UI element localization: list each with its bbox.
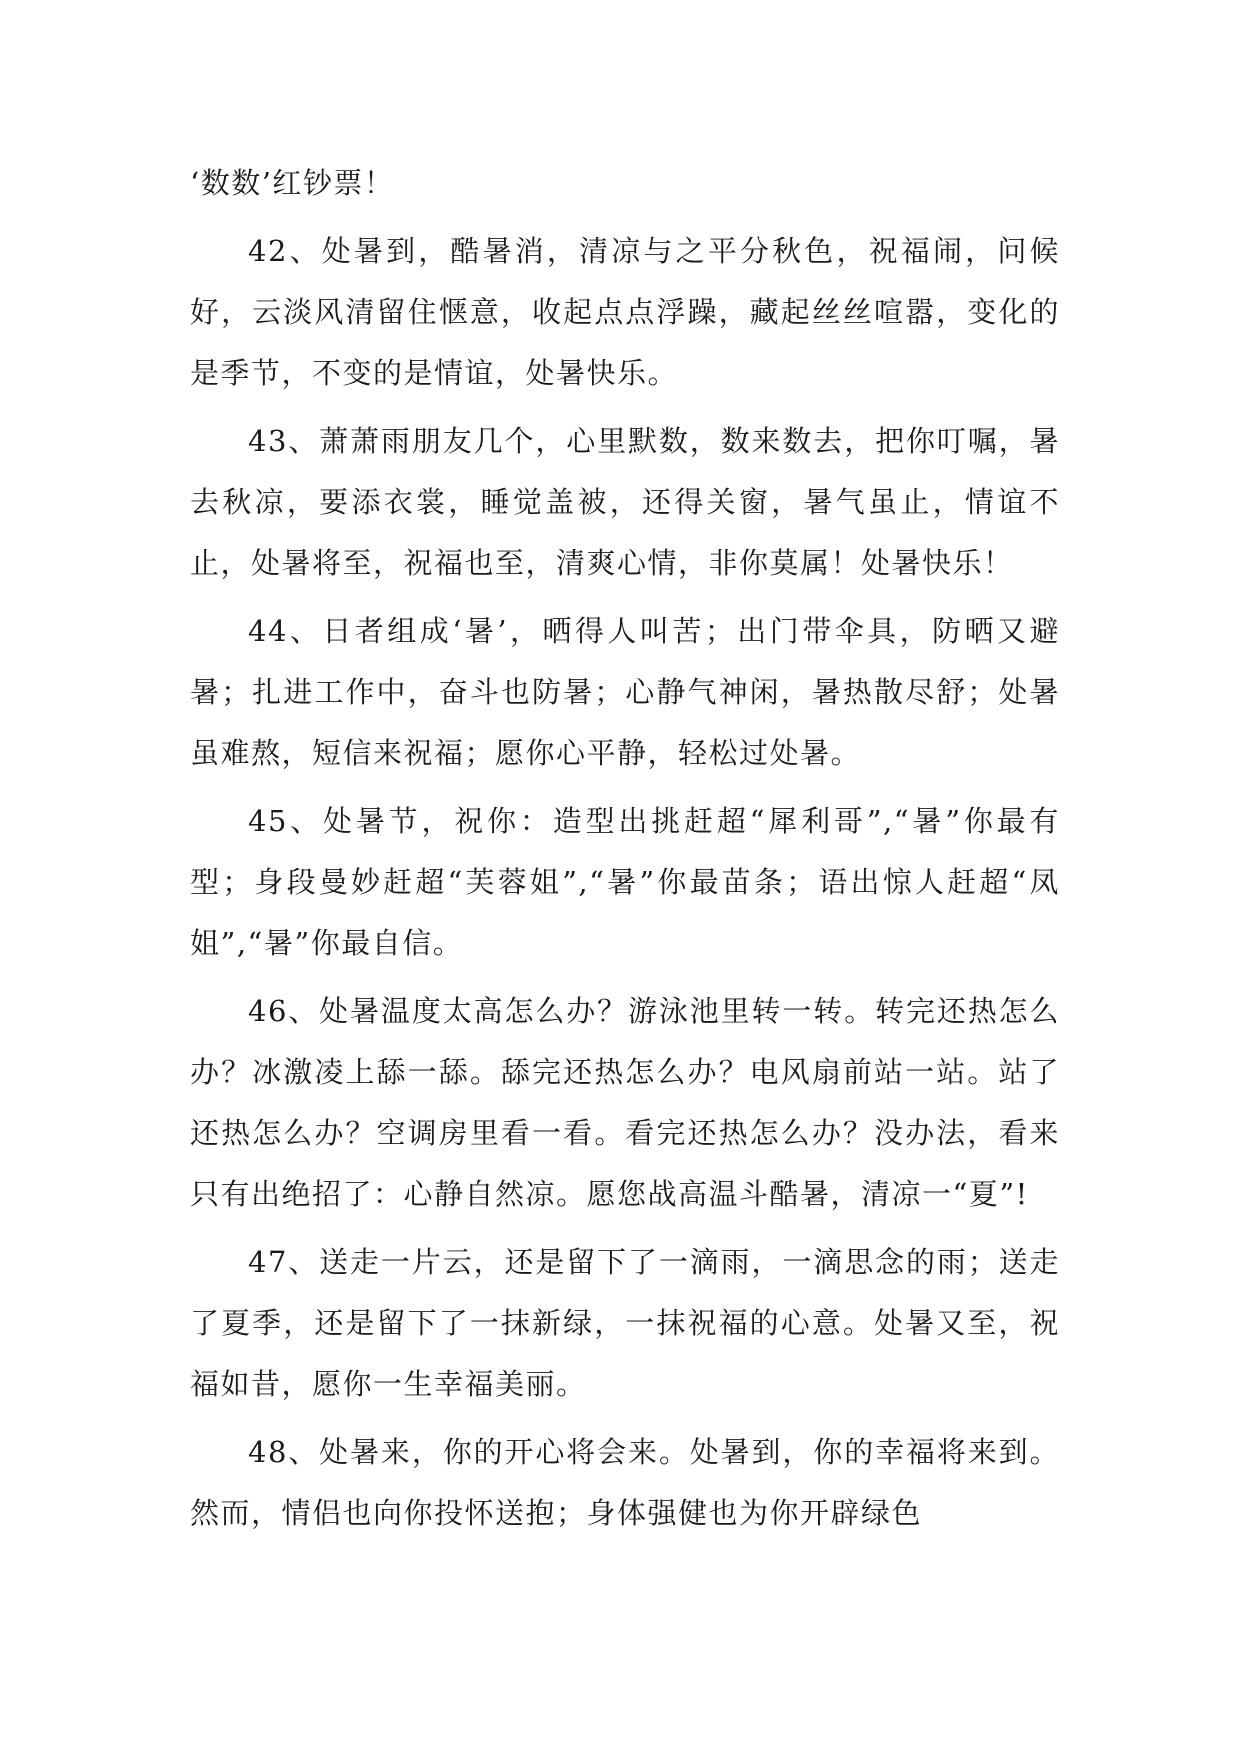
paragraph-47: 47、送走一片云，还是留下了一滴雨，一滴思念的雨；送走了夏季，还是留下了一抹新绿，一抹祝福的心意。处暑又至，祝福如昔，愿你一生幸福美丽。 bbox=[190, 1245, 1060, 1401]
paragraph-43: 43、萧萧雨朋友几个，心里默数，数来数去，把你叮嘱，暑去秋凉，要添衣裳，睡觉盖被，还得关窗，暑气虽止，情谊不止，处暑将至，祝福也至，清爽心情，非你莫属！处暑快乐！ bbox=[190, 424, 1060, 580]
paragraph-45: 45、处暑节，祝你：造型出挑赶超“犀利哥”,“暑”你最有型；身段曼妙赶超“芙蓉姐”,“暑”你最苗条；语出惊人赶超“凤姐”,“暑”你最自信。 bbox=[190, 804, 1060, 960]
paragraph-48: 48、处暑来，你的开心将会来。处暑到，你的幸福将来到。然而，情侣也向你投怀送抱；身体强健也为你开辟绿色 bbox=[190, 1435, 1060, 1530]
paragraph-44: 44、日者组成‘暑’，晒得人叫苦；出门带伞具，防晒又避暑；扎进工作中，奋斗也防暑；心静气神闲，暑热散尽舒；处暑虽难熬，短信来祝福；愿你心平静，轻松过处暑。 bbox=[190, 614, 1060, 770]
paragraph-46: 46、处暑温度太高怎么办？游泳池里转一转。转完还热怎么办？冰激凌上舔一舔。舔完还热怎么办？电风扇前站一站。站了还热怎么办？空调房里看一看。看完还热怎么办？没办法，看来只有出绝招了：心静自然凉。愿您战高温斗酷暑，清凉一“夏”! bbox=[190, 994, 1060, 1211]
paragraph-42: 42、处暑到，酷暑消，清凉与之平分秋色，祝福闹，问候好，云淡风清留住惬意，收起点点浮躁，藏起丝丝喧嚣，变化的是季节，不变的是情谊，处暑快乐。 bbox=[190, 234, 1060, 390]
document-body bbox=[190, 153, 1060, 1551]
paragraph-continuation: ‘数数’红钞票！ bbox=[190, 166, 395, 200]
